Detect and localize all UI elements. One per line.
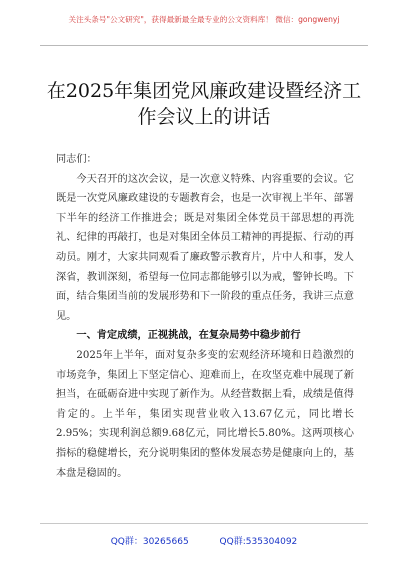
title-line-2: 作会议上的讲话 — [137, 106, 271, 128]
footer-divider — [40, 523, 368, 524]
document-title — [0, 78, 408, 130]
paragraph-1: 今天召开的这次会议，是一次意义特殊、内容重要的会议。它既是一次党风廉政建设的专题教育会，也是一次审视上半年、部署下半年的经济工作推进会；既是对集团全体党员干部思想的再洗礼、纪律的再敲打，也是对集团全体员工精神的再提振、行动的再动员。刚才，大家共同观看了廉政警示教育片，片中人和事，发人深省，教训深刻，希望每一位同志都能够引以为戒，警钟长鸣。下面，结合集团当前的发展形势和下一阶段的重点任务，我讲三点意见。 — [56, 173, 354, 322]
salutation: 同志们： — [56, 154, 97, 165]
header-divider — [40, 45, 368, 46]
document-body — [56, 150, 354, 483]
footer — [0, 534, 408, 547]
title-line-1: 在2025年集团党风廉政建设暨经济工 — [46, 80, 362, 102]
header-notice: 关注头条号"公文研究"，获得最新最全最专业的公文资料库！ 微信：gongwenyj — [68, 15, 340, 24]
footer-qq-group-1: QQ群：30265665 — [110, 537, 189, 547]
footer-qq-group-2: QQ群:535304092 — [219, 537, 298, 547]
section-heading-1: 一、肯定成绩，正视挑战，在复杂局势中稳步前行 — [76, 329, 301, 342]
paragraph-2: 2025年上半年，面对复杂多变的宏观经济环境和日趋激烈的市场竞争，集团上下坚定信心、迎难而上，在攻坚克难中展现了新担当，在砥砺奋进中实现了新作为。从经营数据上看，成绩是值得肯定的。上半年，集团实现营业收入13.67亿元，同比增长2.95%；实现利润总额9.68亿元，同比增长5.80%。这两项核心指标的稳健增长，充分说明集团的整体发展态势是健康向上的，基本盘是稳固的。 — [56, 349, 354, 479]
